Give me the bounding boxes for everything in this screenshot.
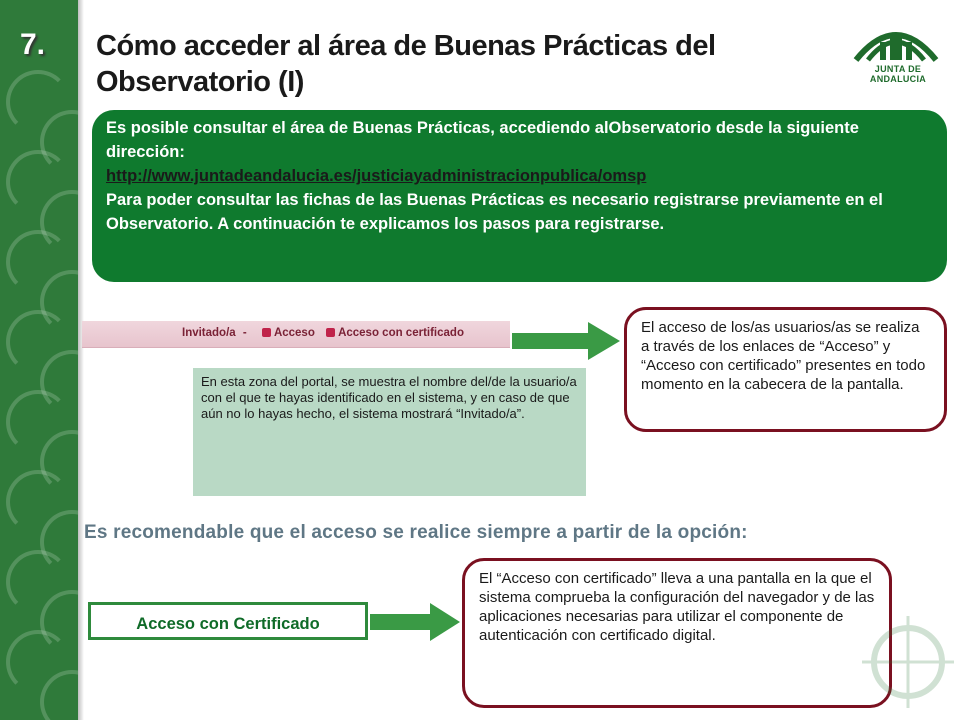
left-decorative-strip [0, 0, 78, 720]
intro-text: Es posible consultar el área de Buenas Prácticas, accediendo alObservatorio desde la siguiente dirección: [106, 119, 859, 161]
title-line: Cómo acceder al área de Buenas Prácticas del [96, 30, 716, 62]
callout-access-info: El acceso de los/as usuarios/as se realiza a través de los enlaces de “Acceso” y “Acceso con certificado” presentes en todo momento en la cabecera de la pantalla. [624, 307, 947, 432]
arrow-right-icon [512, 320, 622, 362]
compass-watermark-icon [858, 612, 958, 712]
intro-text-2: Para poder consultar las fichas de las Buenas Prácticas es necesario registrarse previamente en el Observatorio. A continuación te explicamos los pasos para registrarse. [106, 191, 883, 233]
junta-logo-icon [846, 14, 946, 66]
portal-zone-note: En esta zona del portal, se muestra el nombre del/de la usuario/a con el que te hayas identificado en el sistema, y en caso de que aún no lo hayas hecho, el sistema mostrará “Invitado/a”. [193, 368, 586, 496]
page-title [96, 28, 716, 100]
access-link[interactable]: Acceso [273, 327, 315, 339]
callout-certificate-info: El “Acceso con certificado” lleva a una pantalla en la que el sistema comprueba la configuración del navegador y de las aplicaciones necesarias para utilizar el componente de autenticación con certificado digital. [462, 558, 892, 708]
portal-header-bar [82, 321, 510, 348]
arrow-right-icon [370, 601, 462, 643]
portal-header-items [182, 327, 464, 339]
strip-shadow [78, 0, 84, 720]
title-line: Observatorio (I) [96, 66, 304, 98]
separator: - [242, 327, 247, 339]
user-name-label: Invitado/a [182, 327, 236, 339]
logo-text: JUNTA DE ANDALUCIA [869, 64, 927, 84]
access-bullet-icon [262, 328, 271, 337]
slide-number: 7. [20, 28, 46, 61]
access-certificate-button[interactable]: Acceso con Certificado [88, 602, 368, 640]
intro-box [92, 110, 947, 282]
observatorio-link[interactable]: http://www.juntadeandalucia.es/justiciayadministracionpublica/omsp [106, 167, 647, 185]
recommendation-text: Es recomendable que el acceso se realice siempre a partir de la opción: [84, 522, 748, 543]
access-cert-link[interactable]: Acceso con certificado [338, 327, 464, 339]
cert-bullet-icon [326, 328, 335, 337]
